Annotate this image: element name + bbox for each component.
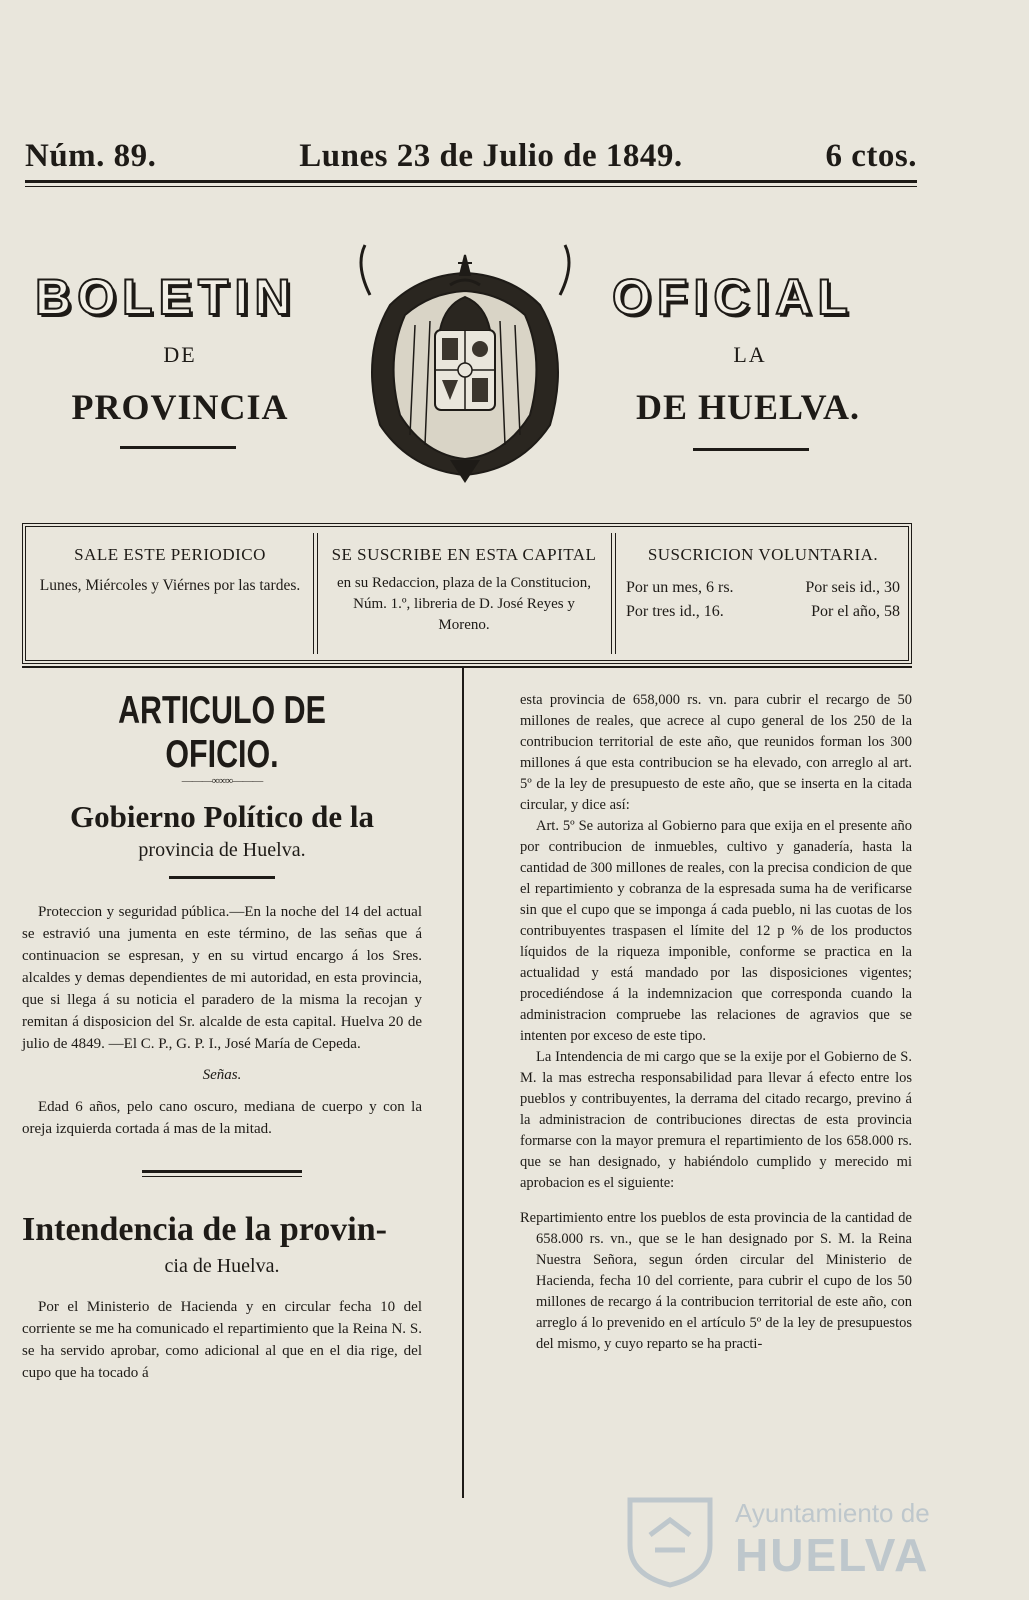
price-six-months: Por seis id., 30	[805, 579, 900, 596]
price-one-month: Por un mes, 6 rs.	[626, 579, 734, 596]
issue-date: Lunes 23 de Julio de 1849.	[299, 138, 683, 174]
title-oficial: OFICIAL	[612, 269, 854, 325]
info-column-prices	[616, 527, 910, 660]
masthead-rule-bottom	[25, 186, 917, 187]
right-paragraph-repartimiento: Repartimiento entre los pueblos de esta provincia de la cantidad de 658.000 rs. vn., que se le han designado por S. M. la Reina Nuestra Señora, segun órden circular del Ministerio de Hacienda, fecha 10 del corriente, para cubrir el cupo de los 50 millones de recargo á la contribucion territorial de este año, con arreglo á lo prevenido en el artículo 5º de la ley de presupuestos del mismo, y cuyo reparto se ha practi-	[520, 1210, 912, 1352]
issue-number: Núm. 89.	[25, 138, 157, 174]
ayuntamiento-watermark	[620, 1490, 950, 1590]
title-la: LA	[733, 342, 767, 367]
right-paragraph-1: esta provincia de 658,000 rs. vn. para cubrir el recargo de 50 millones de reales, que acrece al cupo general de los 250 de la contribucion territorial de este año, que reunidos forman los 300 millones á que esta contribucion se ha elevado, con arreglo al art. 5º de la ley de presupuesto de este año, que se inserta en la citada circular, y dice así:	[520, 692, 912, 813]
right-paragraph-article: Art. 5º Se autoriza al Gobierno para que exija en el presente año por contribucion de inmuebles, cultivo y ganadería, hasta la cantidad de 300 millones de reales, con la precisa condicion de que el repartimiento y cobranza de la espresada suma ha de verificarse sin que el cupo que se imponga á cada pueblo, ni las cuotas de los contribuyentes traspasen el límite del 12 p % de los productos líquidos de la riqueza imponible, conforme se practica en la actualidad y está mandado por las disposiciones vigentes; procediéndose á la indemnizacion que corresponda cuando la administracion compruebe las relaciones de agravios que se intenten por exceso de este tipo.	[520, 818, 912, 1044]
intendencia-title: Intendencia de la provin-	[22, 1211, 387, 1248]
subscribe-text: en su Redaccion, plaza de la Constitucion, Núm. 1.º, libreria de D. José Reyes y Moreno.	[336, 575, 592, 633]
intendencia-paragraph: Por el Ministerio de Hacienda y en circular fecha 10 del corriente se me ha comunicado el repartimiento que la Reina N. S. se ha servido aprobar, como adicional al que en el dia rige, del cupo que ha tocado á	[22, 1299, 422, 1381]
info-column-subscribe	[318, 527, 610, 660]
gobierno-rule	[169, 876, 275, 879]
ornament-divider: ———∞∞∞———	[181, 775, 263, 787]
info-column-periodicity	[26, 527, 314, 660]
box-bottom-rule	[22, 666, 912, 668]
issue-price: 6 ctos.	[825, 138, 917, 174]
subscribe-heading: SE SUSCRIBE EN ESTA CAPITAL	[331, 545, 597, 564]
title-underline-right	[693, 448, 809, 451]
subscription-info-box	[22, 523, 912, 664]
price-three-months: Por tres id., 16.	[626, 603, 724, 620]
shield-icon	[620, 1490, 720, 1590]
gobierno-title: Gobierno Político de la	[70, 799, 374, 834]
left-column	[22, 675, 422, 1384]
column-divider	[462, 668, 464, 1498]
prices-heading: SUSCRICION VOLUNTARIA.	[647, 545, 879, 564]
price-one-year: Por el año, 58	[811, 603, 900, 620]
title-underline-left	[120, 446, 236, 449]
masthead-rule-top	[25, 180, 917, 183]
watermark-line-2: HUELVA	[735, 1529, 930, 1581]
periodicity-heading: SALE ESTE PERIODICO	[74, 545, 266, 564]
senas-heading: Señas.	[202, 1067, 242, 1083]
masthead-line	[25, 138, 917, 175]
watermark-line-1: Ayuntamiento de	[735, 1498, 930, 1528]
coat-of-arms-icon	[350, 235, 580, 485]
section-heading: ARTICULO DE OFICIO.	[118, 689, 326, 776]
title-provincia: PROVINCIA	[71, 387, 289, 427]
periodicity-text: Lunes, Miércoles y Viérnes por las tardes.	[39, 577, 301, 594]
prices-table	[626, 579, 900, 621]
double-rule-divider	[142, 1170, 302, 1177]
title-de: DE	[163, 342, 197, 367]
gobierno-notice: Proteccion y seguridad pública.—En la noche del 14 del actual se estravió una jumenta en este término, de las señas que á continuacion se espresan, y en su virtud encargo á los Sres. alcaldes y demas dependientes de mi autoridad, en esta provincia, que si llega á su noticia el paradero de la misma la recojan y remitan á disposicion del Sr. alcalde de esta capital. Huelva 20 de julio de 4849. —El C. P., G. P. I., José María de Cepeda.	[22, 904, 422, 1052]
title-boletin: BOLETIN	[35, 269, 297, 325]
right-column	[520, 690, 912, 1355]
senas-description: Edad 6 años, pelo cano oscuro, mediana de cuerpo y con la oreja izquierda cortada á mas de la mitad.	[22, 1099, 422, 1137]
intendencia-subtitle: cia de Huelva.	[164, 1255, 280, 1277]
title-de-huelva: DE HUELVA.	[635, 387, 861, 427]
gobierno-subtitle: provincia de Huelva.	[138, 839, 306, 861]
right-paragraph-intendencia: La Intendencia de mi cargo que se la exije por el Gobierno de S. M. la mas estrecha responsabilidad para llevar á efecto entre los pueblos y contribuyentes, la derrama del citado recargo, previno á la administracion de contribuciones directas de esta provincia formarse con la mayor premura el repartimiento de los 658.000 rs. que se han designado, y habiéndolo cumplido y merecido mi aprobacion es el siguiente:	[520, 1049, 912, 1191]
